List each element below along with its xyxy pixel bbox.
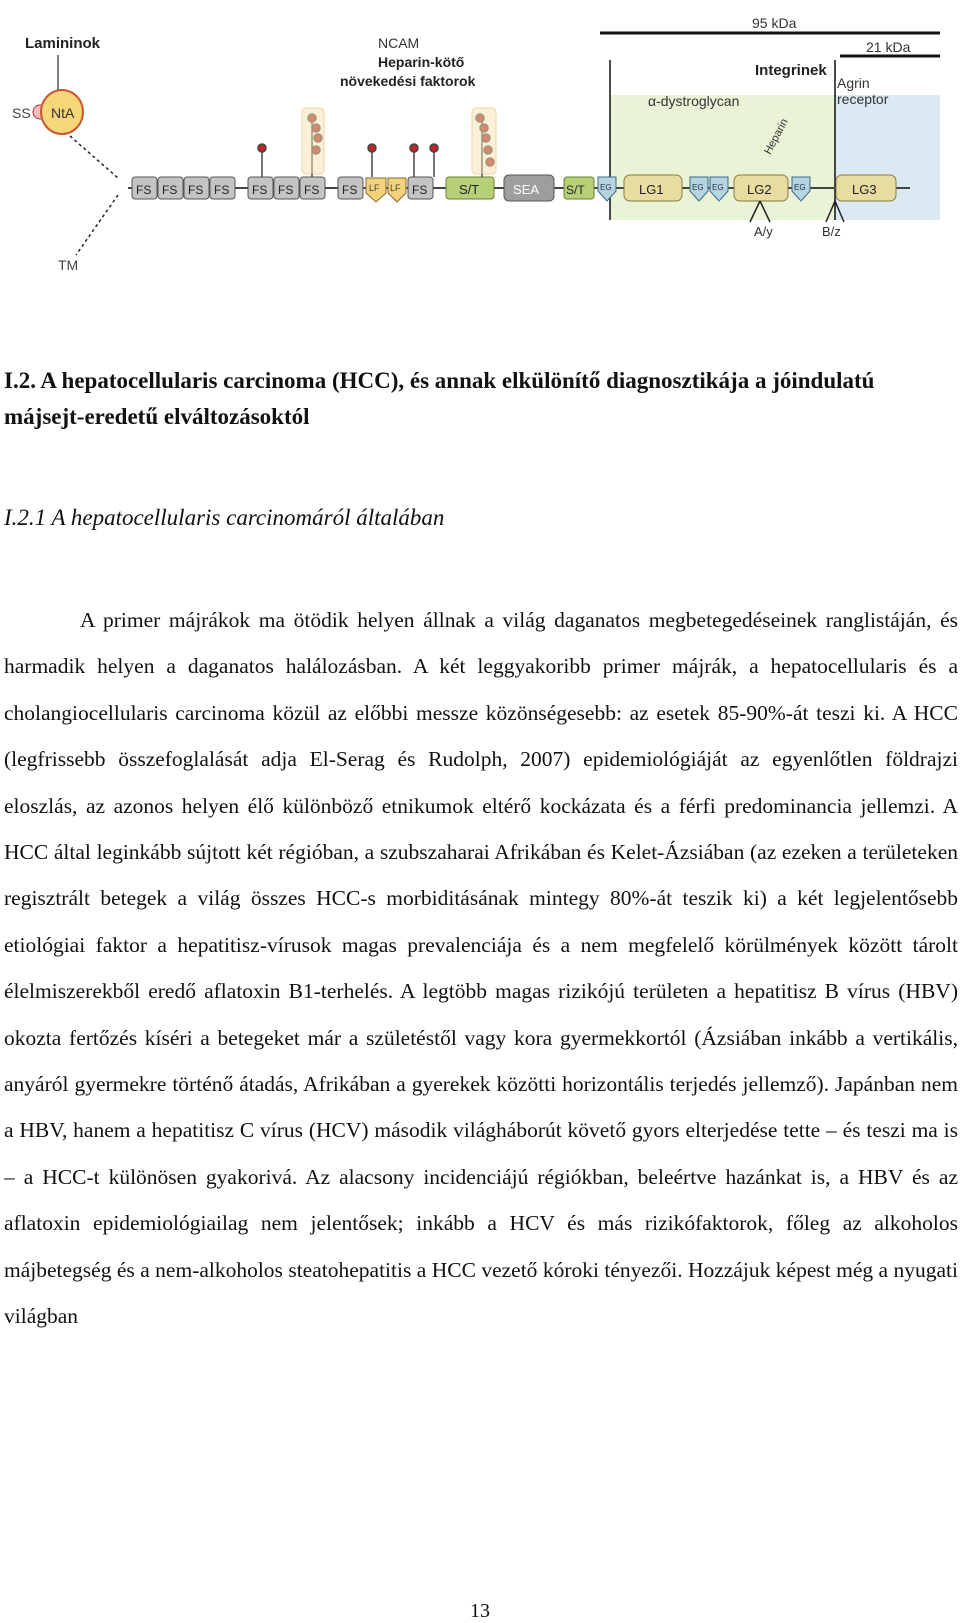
svg-text:LF: LF bbox=[390, 183, 401, 193]
label-agrin-2: receptor bbox=[837, 91, 889, 107]
section-title: I.2. A hepatocellularis carcinoma (HCC), és annak elkülönítő diagnosztikája a jóindulatú májsejt-eredetű elváltozásoktól bbox=[4, 368, 875, 429]
svg-text:FS: FS bbox=[252, 183, 268, 197]
label-tm: TM bbox=[58, 257, 79, 273]
glycosylation-marks bbox=[258, 114, 494, 177]
agrin-domain-figure bbox=[0, 0, 960, 290]
label-ay: A/y bbox=[754, 224, 773, 239]
svg-text:FS: FS bbox=[304, 183, 320, 197]
svg-text:S/T: S/T bbox=[566, 183, 585, 197]
label-21kda: 21 kDa bbox=[866, 39, 911, 55]
body-paragraph: A primer májrákok ma ötödik helyen állnak a világ daganatos megbetegedéseinek ranglistáján, és harmadik helyen a daganatos halálozásban. A két leggyakoribb primer májrák, a hepatocellularis és a cholangiocellularis carcinoma közül az előbbi messze közönségesebb: az esetek 85-90%-át teszi ki. A HCC (legfrissebb összefoglalását adja El-Serag és Rudolph, 2007) epidemiológiáját az egyenlőtlen földrajzi eloszlás, az azonos helyen élő különböző etnikumok eltérő kockázata és a férfi predominancia jellemzi. A HCC által leginkább sújtott két régióban, a szubszaharai Afrikában és Kelet-Ázsiában (az ezeken a területeken regisztrált betegek a világ összes HCC-s morbiditásának mintegy 80%-át teszik ki) a két legjelentősebb etiológiai faktor a hepatitisz-vírusok magas prevalenciája és a nem megfelelő körülmények között tárolt élelmiszerekből eredő aflatoxin B1-terhelés. A legtöbb magas rizikójú területen a hepatitisz B vírus (HBV) okozta fertőzés kíséri a betegeket már a születéstől vagy kora gyermekkortól (Ázsiában inkább a vertikális, anyáról gyermekre történő átadás, Afrikában a gyerekek közötti horizontális terjedés jellemző). Japánban nem a HBV, hanem a hepatitisz C vírus (HCV) második világháborút követő gyors elterjedése tette – és teszi ma is – a HCC-t különösen gyakorivá. Az alacsony incidenciájú régiókban, beleértve hazánkat is, a HBV és az aflatoxin epidemiológiailag nem jelentősek; inkább a HCV és más rizikófaktorok, főleg az alkoholos májbetegség és a nem-alkoholos steatohepatitis a HCC vezető kóroki tényezői. Hozzájuk képest még a nyugati világban bbox=[4, 608, 958, 1329]
svg-text:FS: FS bbox=[162, 183, 178, 197]
svg-text:EG: EG bbox=[712, 183, 724, 192]
label-heparin: Heparin bbox=[762, 116, 791, 157]
label-95kda: 95 kDa bbox=[752, 15, 797, 31]
label-dystroglycan: α-dystroglycan bbox=[648, 93, 740, 109]
svg-text:LG2: LG2 bbox=[747, 182, 772, 197]
label-ss: SS bbox=[12, 105, 31, 121]
svg-text:LF: LF bbox=[369, 183, 380, 193]
label-bz: B/z bbox=[822, 224, 841, 239]
svg-text:FS: FS bbox=[214, 183, 230, 197]
svg-text:SEA: SEA bbox=[513, 182, 540, 197]
svg-text:S/T: S/T bbox=[459, 182, 480, 197]
subsection-title: I.2.1 A hepatocellularis carcinomáról általában bbox=[4, 505, 445, 530]
label-heparin-factors-1: Heparin-kötő bbox=[378, 54, 465, 70]
svg-text:FS: FS bbox=[136, 183, 152, 197]
svg-text:EG: EG bbox=[692, 183, 704, 192]
svg-text:EG: EG bbox=[794, 183, 806, 192]
svg-text:FS: FS bbox=[188, 183, 204, 197]
svg-text:FS: FS bbox=[412, 183, 428, 197]
label-laminins: Lamininok bbox=[25, 35, 101, 52]
svg-text:LG3: LG3 bbox=[852, 182, 877, 197]
label-agrin-1: Agrin bbox=[837, 75, 870, 91]
label-integrins: Integrinek bbox=[755, 62, 827, 79]
label-nta: NtA bbox=[51, 105, 75, 121]
svg-text:FS: FS bbox=[278, 183, 294, 197]
page-number: 13 bbox=[470, 1600, 490, 1622]
svg-text:EG: EG bbox=[600, 183, 612, 192]
svg-text:FS: FS bbox=[342, 183, 358, 197]
label-ncam: NCAM bbox=[378, 35, 420, 51]
svg-text:LG1: LG1 bbox=[639, 182, 664, 197]
label-heparin-factors-2: növekedési faktorok bbox=[340, 73, 476, 89]
